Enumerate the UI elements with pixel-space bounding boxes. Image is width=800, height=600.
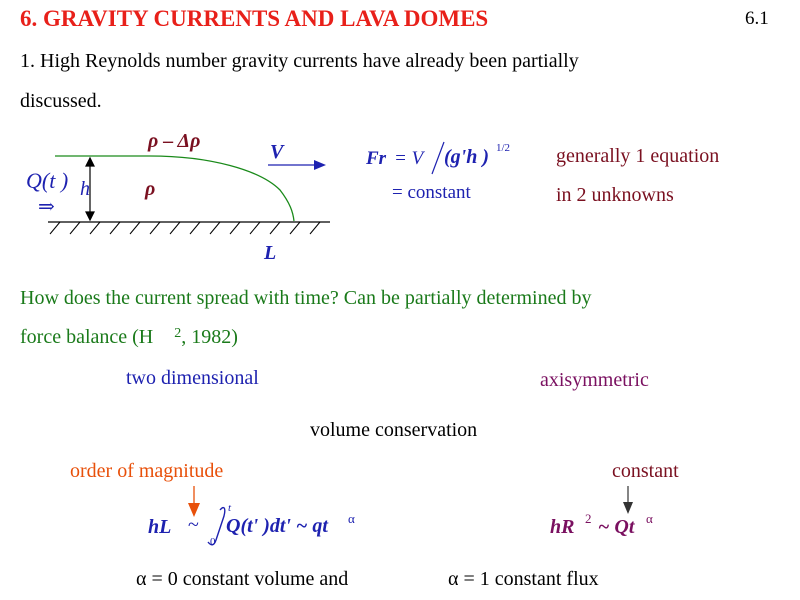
- intro-line-1: 1. High Reynolds number gravity currents have already been partially: [20, 50, 579, 72]
- froude-lhs: Fr: [366, 148, 387, 169]
- volume-conservation: volume conservation: [310, 419, 478, 441]
- eq-left-lhs: hL: [148, 516, 172, 538]
- eq-left-body: Q(t' )dt' ~ qt: [226, 515, 328, 537]
- note-line-2: in 2 unknowns: [556, 184, 674, 206]
- page-title: 6. GRAVITY CURRENTS AND LAVA DOMES: [20, 6, 489, 31]
- eq-right-lhs: hR: [550, 516, 575, 538]
- flux-label: Q(t ): [26, 168, 69, 193]
- height-label: h: [80, 178, 90, 200]
- bottom-right-text: α = 1 constant flux: [448, 568, 599, 590]
- intro-line-2: discussed.: [20, 90, 102, 112]
- case-axisymmetric: axisymmetric: [540, 369, 649, 391]
- constant-arrow: [623, 486, 633, 514]
- length-label: L: [264, 242, 277, 264]
- inflow-arrow: ⇒: [38, 196, 55, 218]
- case-two-dimensional: two dimensional: [126, 367, 259, 389]
- constant-label: constant: [612, 460, 679, 482]
- rho-minus-label: ρ – Δρ: [148, 130, 201, 152]
- integral-lower: 0: [210, 536, 216, 548]
- eq-right-body: ~ Qt: [598, 516, 635, 538]
- froude-bracket: (g'h ): [444, 146, 489, 168]
- order-arrow: [188, 486, 200, 517]
- bottom-left-text: α = 0 constant volume and: [136, 568, 349, 590]
- eq-left-alpha: α: [348, 511, 355, 526]
- froude-constant: = constant: [392, 182, 471, 203]
- page-number: 6.1: [745, 8, 769, 29]
- froude-slash: [432, 142, 444, 174]
- integral-upper: t: [228, 502, 232, 514]
- eq-left-tilde: ~: [188, 514, 199, 536]
- ground-hatching: [50, 222, 320, 234]
- order-of-magnitude-label: order of magnitude: [70, 460, 224, 482]
- froude-eq: = V: [394, 148, 424, 169]
- question-line-2-a: force balance (H: [20, 326, 154, 348]
- question-line-1: How does the current spread with time? Can be partially determined by: [20, 287, 592, 309]
- eq-right-sup: 2: [585, 511, 592, 526]
- question-line-2-b: , 1982): [181, 326, 238, 348]
- question-line-2: [20, 326, 238, 349]
- question-sup: 2: [174, 326, 182, 341]
- eq-right-alpha: α: [646, 511, 653, 526]
- note-line-1: generally 1 equation: [556, 145, 720, 167]
- velocity-label: V: [270, 141, 284, 163]
- froude-exponent: 1/2: [496, 142, 511, 154]
- rho-label: ρ: [145, 178, 156, 200]
